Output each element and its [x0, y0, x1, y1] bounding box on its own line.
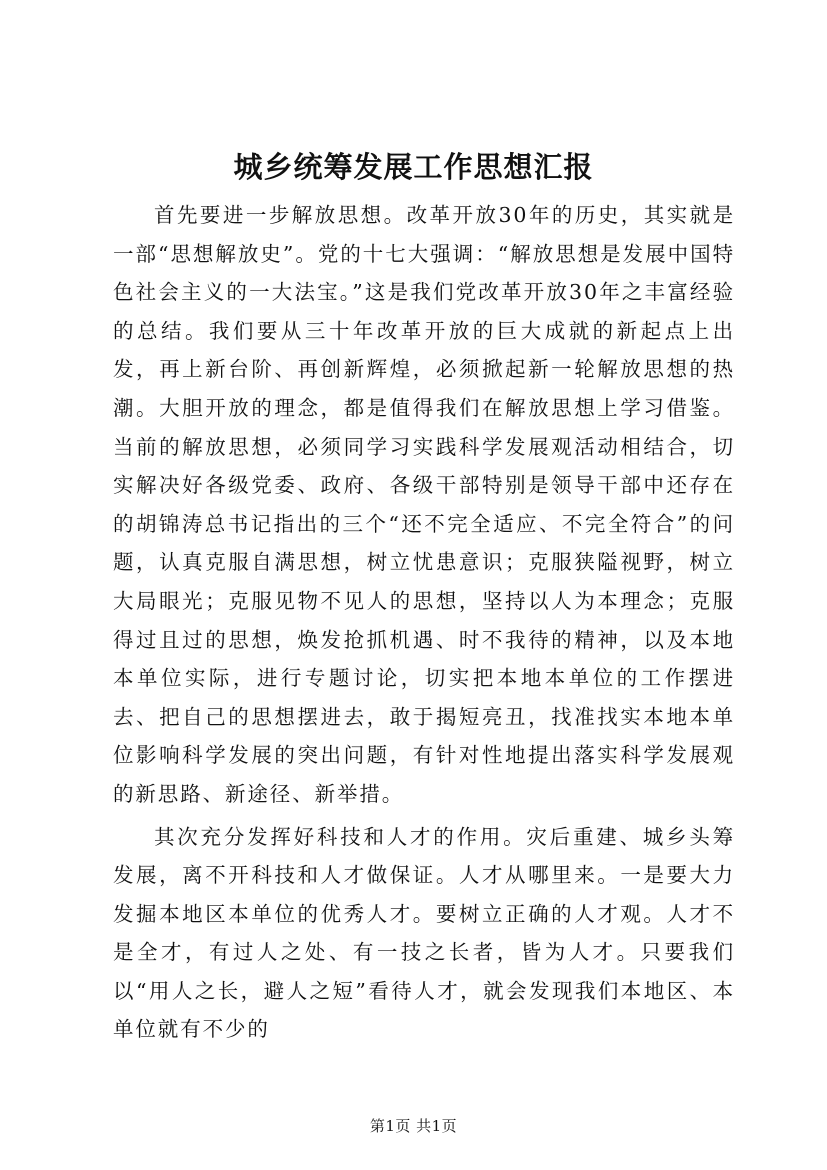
document-title: 城乡统筹发展工作思想汇报: [233, 150, 594, 184]
document-body: [113, 196, 735, 1049]
page-footer: 第1页 共1页: [369, 1117, 458, 1135]
paragraph-2: 其次充分发挥好科技和人才的作用。灾后重建、城乡头筹发展，离不开科技和人才做保证。人才从哪里来。一是要大力发掘本地区本单位的优秀人才。要树立正确的人才观。人才不是全才，有过人之处、有一技之长者，皆为人才。只要我们以“用人之长，避人之短”看待人才，就会发现我们本地区、本单位就有不少的: [113, 824, 735, 1042]
paragraph-1: 首先要进一步解放思想。改革开放30年的历史，其实就是一部“思想解放史”。党的十七大强调：“解放思想是发展中国特色社会主义的一大法宝。”这是我们党改革开放30年之丰富经验的总结。我们要从三十年改革开放的巨大成就的新起点上出发，再上新台阶、再创新辉煌，必须掀起新一轮解放思想的热潮。大胆开放的理念，都是值得我们在解放思想上学习借鉴。当前的解放思想，必须同学习实践科学发展观活动相结合，切实解决好各级党委、政府、各级干部特别是领导干部中还存在的胡锦涛总书记指出的三个“还不完全适应、不完全符合”的问题，认真克服自满思想，树立忧患意识；克服狭隘视野，树立大局眼光；克服见物不见人的思想，坚持以人为本理念；克服得过且过的思想，焕发抢抓机遇、时不我待的精神，以及本地本单位实际，进行专题讨论，切实把本地本单位的工作摆进去、把自己的思想摆进去，敢于揭短亮丑，找准找实本地本单位影响科学发展的突出问题，有针对性地提出落实科学发展观的新思路、新途径、新举措。: [113, 203, 735, 806]
